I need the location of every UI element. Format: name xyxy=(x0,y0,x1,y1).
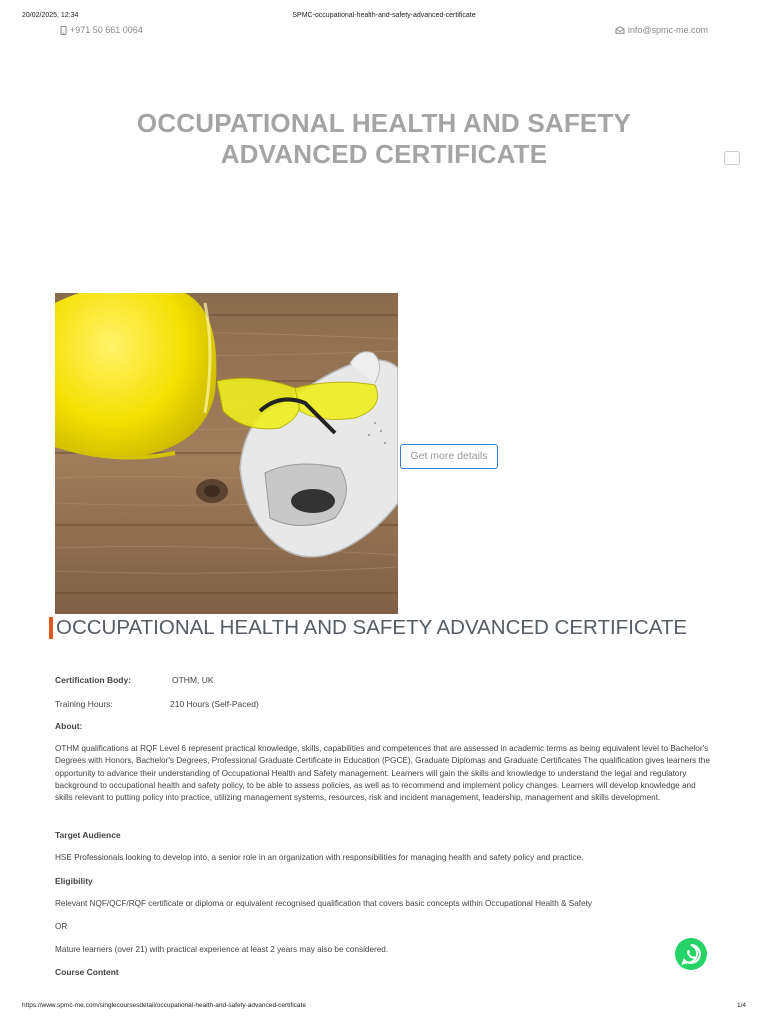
course-image xyxy=(55,293,398,614)
get-more-details-button[interactable]: Get more details xyxy=(400,444,498,469)
hero-title xyxy=(0,108,768,170)
eligibility-or: OR xyxy=(55,922,68,931)
eligibility-label: Eligibility xyxy=(55,876,93,886)
about-text: OTHM qualifications at RQF Level 6 represent practical knowledge, skills, capabilities and competences that are assessed in academic terms as being equivalent level to Bachelor's Degrees with Honors, Bachelor's Degrees, Professional Graduate Certificate in Education (PGCE), Graduate Diplomas and Graduate Certificates The qualification gives learners the opportunity to advance their understanding of Occupational Health and Safety management. Learners will gain the skills and knowledge to understand the legal and regulatory background to occupational health and safety policy, to be able to assess policies, as well as to recommend and implement policy changes. Learners will develop knowledge and skills relevant to putting policy into practice, utilizing management systems, resources, risk and incident management, leadership, management and skills development. xyxy=(55,744,710,803)
eligibility-text: Relevant NQF/QCF/RQF certificate or diploma or equivalent recognised qualification that covers basic concepts within Occupational Health & Safety xyxy=(55,899,592,908)
certification-body-value: OTHM, UK xyxy=(172,675,214,685)
whatsapp-icon xyxy=(675,938,707,970)
mature-learners-text: Mature learners (over 21) with practical experience at least 2 years may also be considered. xyxy=(55,945,389,954)
phone-icon xyxy=(60,26,67,35)
training-hours-value: 210 Hours (Self-Paced) xyxy=(170,699,259,709)
hero-title-line-2: ADVANCED CERTIFICATE xyxy=(220,139,548,169)
target-audience-text: HSE Professionals looking to develop into, a senior role in an organization with responsibilities for managing health and safety policy and practice. xyxy=(55,853,584,862)
envelope-icon xyxy=(615,26,625,34)
email-link[interactable] xyxy=(615,25,708,35)
target-audience-label: Target Audience xyxy=(55,830,121,840)
about-label: About: xyxy=(55,721,83,731)
certification-body-label: Certification Body: xyxy=(55,675,132,685)
title-accent-bar xyxy=(49,617,53,639)
whatsapp-button[interactable] xyxy=(675,938,707,970)
course-title: OCCUPATIONAL HEALTH AND SAFETY ADVANCED CERTIFICATE xyxy=(56,616,688,639)
scroll-toggle-button[interactable] xyxy=(724,151,740,165)
print-footer-url: https://www.spmc-me.com/singlecoursesdetail/occupational-health-and-safety-advanced-certificate xyxy=(22,1002,306,1009)
email-address: info@spmc-me.com xyxy=(627,25,708,35)
print-page-title: SPMC-occupational-health-and-safety-advanced-certificate xyxy=(292,12,476,19)
course-content-label: Course Content xyxy=(55,967,119,977)
print-page-number: 1/4 xyxy=(736,1002,746,1009)
print-datetime: 20/02/2025, 12:34 xyxy=(22,12,79,19)
training-hours-label: Training Hours: xyxy=(55,699,113,709)
hero-title-line-1: OCCUPATIONAL HEALTH AND SAFETY xyxy=(136,108,632,138)
phone-number: +971 50 661 0064 xyxy=(70,25,143,35)
phone-link[interactable] xyxy=(60,25,143,35)
